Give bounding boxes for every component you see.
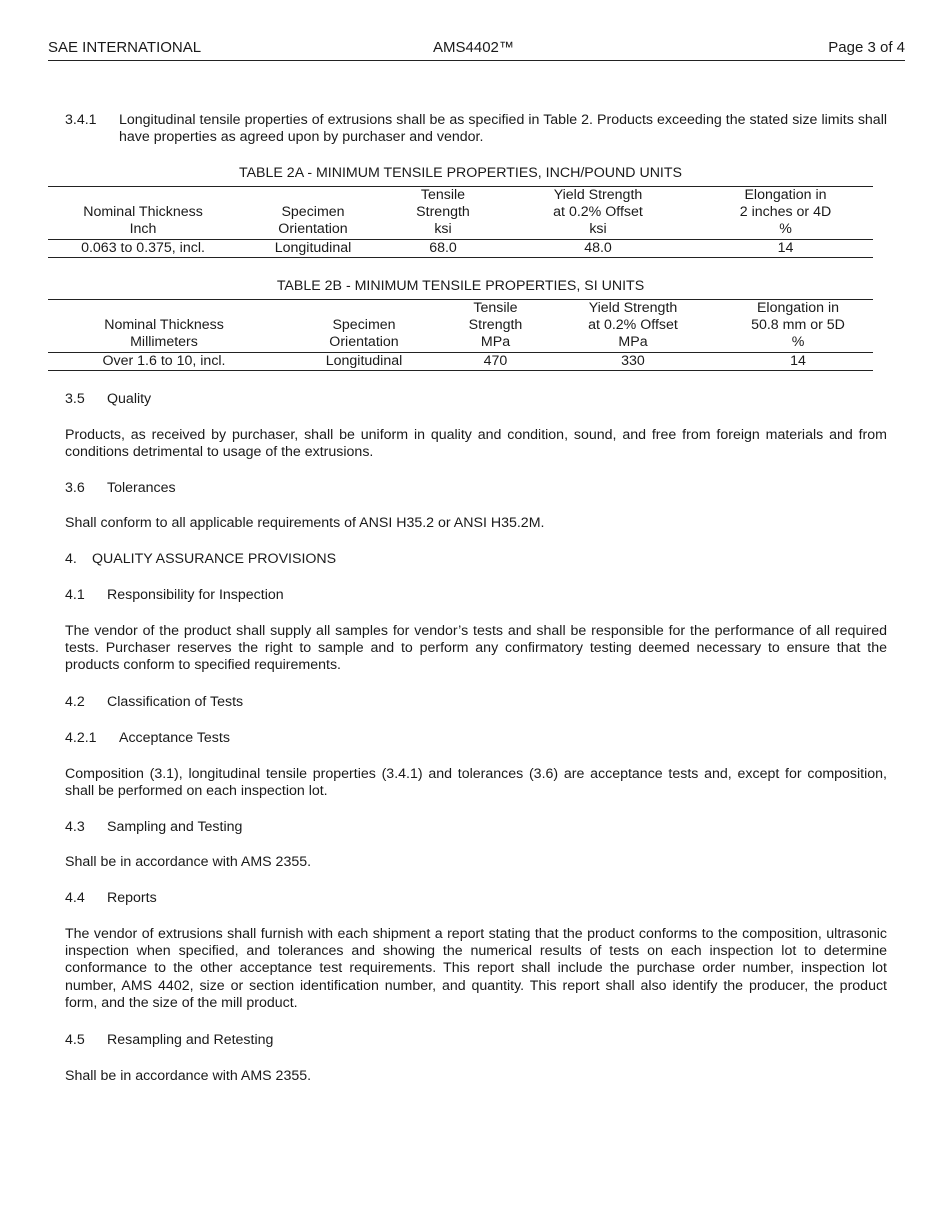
table-header-cell: Millimeters — [48, 334, 280, 352]
header-organization: SAE INTERNATIONAL — [48, 39, 202, 56]
section-text: Longitudinal tensile properties of extrusions shall be as specified in Table 2. Products exceeding the stated size limits shall have properties as agreed upon by purchaser and vendor. — [119, 112, 887, 146]
section-title: Quality — [107, 391, 152, 407]
section-number: 4.2 — [65, 694, 85, 710]
table-header-cell: 50.8 mm or 5D — [751, 317, 845, 334]
table-2a-title: TABLE 2A - MINIMUM TENSILE PROPERTIES, INCH/POUND UNITS — [238, 165, 683, 181]
header-page-number: Page 3 of 4 — [828, 39, 905, 56]
table-cell: Longitudinal — [238, 239, 388, 257]
section-title: Classification of Tests — [107, 694, 244, 710]
table-header-row — [48, 317, 873, 334]
section-4-5-heading — [65, 1031, 273, 1049]
section-number: 4.3 — [65, 819, 85, 835]
table-cell: Over 1.6 to 10, incl. — [48, 352, 280, 370]
table-header-cell: ksi — [498, 221, 698, 239]
section-title: Tolerances — [107, 480, 176, 496]
table-cell: 470 — [448, 352, 543, 370]
table-header-row — [48, 204, 873, 221]
section-number: 3.4.1 — [65, 112, 97, 128]
section-number: 4.5 — [65, 1032, 85, 1048]
section-3-6-text: Shall conform to all applicable requirements of ANSI H35.2 or ANSI H35.2M. — [65, 515, 545, 531]
table-units-row — [48, 334, 873, 352]
section-4-4-text: The vendor of extrusions shall furnish with each shipment a report stating that the product conforms to the composition, ultrasonic inspection when specified, and tolerances and showing the numerical results of tests on each inspection lot to determine conformance to the other acceptance test requirements. This report shall include the purchase order number, inspection lot number, AMS 4402, size or section identification number, and quantity. This report shall also identify the producer, the product form, and the size of the mill product. — [65, 926, 887, 1011]
table-header-cell: Elongation in — [723, 300, 873, 318]
section-number: 4. — [65, 551, 77, 567]
section-number: 4.2.1 — [65, 730, 97, 746]
section-3-4-1 — [65, 112, 887, 146]
table-header-cell: % — [723, 334, 873, 352]
section-4-1-text: The vendor of the product shall supply all samples for vendor’s tests and shall be responsible for the performance of all required tests. Purchaser reserves the right to sample and to perform any confirmatory testing deemed necessary to ensure that the products conform to specified requirements. — [65, 623, 887, 674]
section-number: 3.5 — [65, 391, 85, 407]
table-2b — [48, 299, 873, 371]
table-header-cell: Yield Strength — [543, 300, 723, 318]
section-4-4-heading — [65, 889, 157, 907]
section-title: Resampling and Retesting — [107, 1032, 274, 1048]
table-header-cell: MPa — [543, 334, 723, 352]
table-header-cell — [280, 300, 448, 318]
table-2b-title: TABLE 2B - MINIMUM TENSILE PROPERTIES, SI UNITS — [276, 278, 645, 294]
table-header-cell: Strength — [416, 204, 470, 221]
section-3-5-text: Products, as received by purchaser, shall be uniform in quality and condition, sound, and free from foreign materials and from conditions detrimental to usage of the extrusions. — [65, 427, 887, 461]
table-cell: 14 — [698, 239, 873, 257]
table-cell: 14 — [723, 352, 873, 370]
section-title: QUALITY ASSURANCE PROVISIONS — [92, 551, 337, 567]
table-header-row — [48, 187, 873, 205]
table-units-row — [48, 221, 873, 239]
table-header-cell: Nominal Thickness — [83, 204, 203, 221]
table-header-cell — [238, 187, 388, 205]
table-cell: 48.0 — [498, 239, 698, 257]
table-header-cell: Inch — [48, 221, 238, 239]
table-header-cell: at 0.2% Offset — [553, 204, 643, 221]
table-cell: 0.063 to 0.375, incl. — [48, 239, 238, 257]
table-header-cell: Tensile — [448, 300, 543, 318]
table-header-cell: Nominal Thickness — [104, 317, 224, 334]
table-header-cell: 2 inches or 4D — [739, 204, 832, 221]
table-header-cell: Strength — [468, 317, 523, 334]
table-header-cell: Elongation in — [698, 187, 873, 205]
section-number: 3.6 — [65, 480, 85, 496]
page-header — [48, 38, 905, 61]
table-header-cell: Orientation — [280, 334, 448, 352]
section-4-3-heading — [65, 818, 242, 836]
section-4-2-1-heading — [65, 729, 230, 747]
table-header-row — [48, 300, 873, 318]
table-header-cell: ksi — [388, 221, 498, 239]
section-4-5-text: Shall be in accordance with AMS 2355. — [65, 1068, 312, 1084]
table-row — [48, 352, 873, 370]
table-header-cell — [48, 187, 238, 205]
section-number: 4.1 — [65, 587, 85, 603]
section-4-2-heading — [65, 693, 243, 711]
table-header-cell: at 0.2% Offset — [588, 317, 678, 334]
table-2a — [48, 186, 873, 258]
table-header-cell: Tensile — [388, 187, 498, 205]
table-row — [48, 239, 873, 257]
table-header-cell: % — [698, 221, 873, 239]
section-4-2-1-text: Composition (3.1), longitudinal tensile properties (3.4.1) and tolerances (3.6) are acceptance tests and, except for composition, shall be performed on each inspection lot. — [65, 766, 887, 800]
table-header-cell: MPa — [448, 334, 543, 352]
section-4-1-heading — [65, 586, 284, 604]
table-cell: Longitudinal — [280, 352, 448, 370]
section-4-heading — [65, 550, 336, 568]
section-title: Sampling and Testing — [107, 819, 243, 835]
header-document-id: AMS4402™ — [433, 39, 514, 56]
section-number: 4.4 — [65, 890, 85, 906]
table-header-cell: Specimen — [281, 204, 345, 221]
section-3-5-heading — [65, 390, 151, 408]
section-4-3-text: Shall be in accordance with AMS 2355. — [65, 854, 312, 870]
table-header-cell — [48, 300, 280, 318]
section-title: Reports — [107, 890, 157, 906]
section-title: Responsibility for Inspection — [107, 587, 284, 603]
table-cell: 330 — [543, 352, 723, 370]
section-title: Acceptance Tests — [119, 730, 230, 746]
section-3-6-heading — [65, 479, 176, 497]
table-header-cell: Yield Strength — [498, 187, 698, 205]
table-cell: 68.0 — [388, 239, 498, 257]
table-header-cell: Orientation — [238, 221, 388, 239]
table-header-cell: Specimen — [332, 317, 396, 334]
